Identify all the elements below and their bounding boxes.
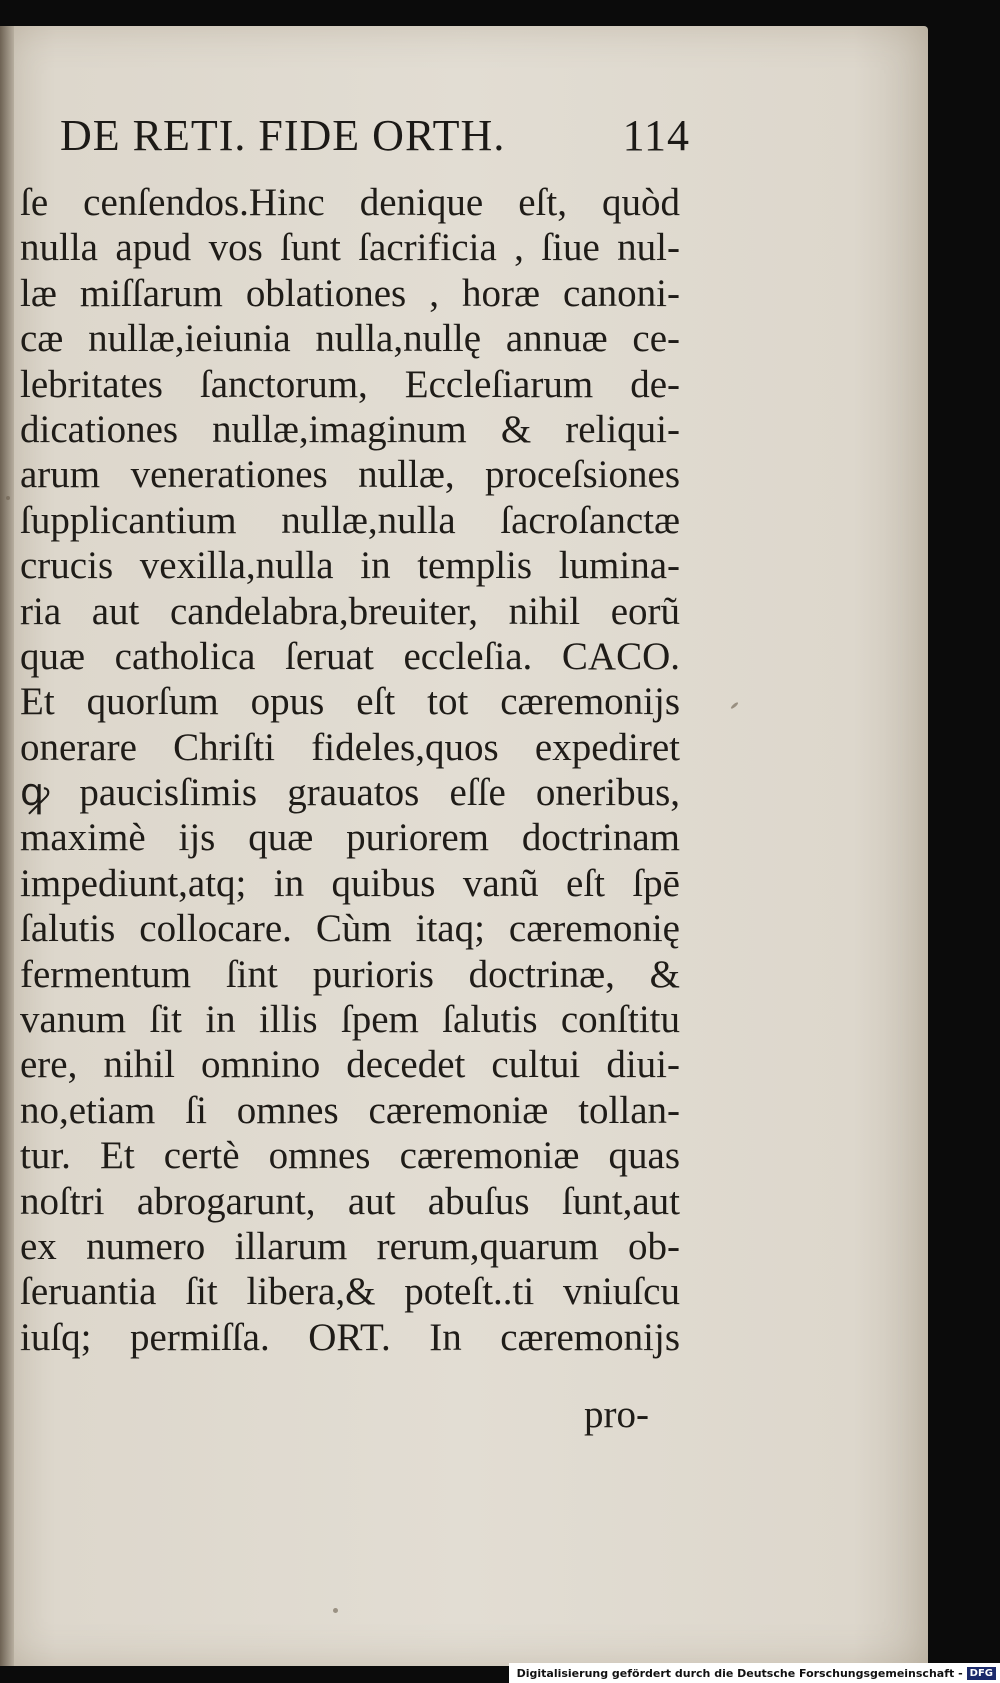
page-gutter-shadow (0, 26, 14, 1666)
text-line: quæ catholica ſeruat eccleſia. CACO. (20, 634, 680, 678)
body-text (20, 180, 680, 1360)
running-title: DE RETI. FIDE ORTH. (60, 111, 506, 160)
text-line: iuſq; permiſſa. ORT. In cæremonijs (20, 1315, 680, 1359)
text-line: tur. Et certè omnes cæremoniæ quas (20, 1134, 680, 1178)
text-line: ſalutis collocare. Cùm itaq; cæremonię (20, 907, 680, 951)
text-line: ere, nihil omnino decedet cultui diui- (20, 1043, 680, 1087)
text-line: ſeruantia ſit libera,& poteſt..ti vniuſcu (20, 1270, 680, 1314)
text-line: læ miſſarum oblationes , horæ canoni- (20, 271, 680, 315)
text-line: ria aut candelabra,breuiter, nihil eorũ (20, 589, 680, 633)
paper-speck (333, 1608, 338, 1613)
text-line: fermentum ſint purioris doctrinæ, & (20, 952, 680, 996)
text-line: no,etiam ſi omnes cæremoniæ tollan- (20, 1088, 680, 1132)
text-line: crucis vexilla,nulla in templis lumina- (20, 544, 680, 588)
dfg-logo: DFG (967, 1667, 996, 1680)
text-line: maximè ijs quæ puriorem doctrinam (20, 816, 680, 860)
catchword: pro- (584, 1393, 649, 1436)
book-page (0, 26, 928, 1666)
text-line: arum venerationes nullæ, proceſsiones (20, 453, 680, 497)
text-line: noſtri abrogarunt, aut abuſus ſunt,aut (20, 1179, 680, 1223)
text-line: nulla apud vos ſunt ſacrificia , ſiue nul- (20, 226, 680, 270)
page-number: 114 (622, 111, 690, 160)
text-line: ꝙ paucisſimis grauatos eſſe oneribus, (20, 771, 680, 815)
paper-speck (730, 701, 739, 709)
digitization-credit (509, 1663, 1000, 1683)
text-line: ex numero illarum rerum,quarum ob- (20, 1224, 680, 1268)
paper-speck (6, 496, 10, 500)
text-line: onerare Chriſti fideles,quos expediret (20, 725, 680, 769)
text-line: lebritates ſanctorum, Eccleſiarum de- (20, 362, 680, 406)
text-line: impediunt,atq; in quibus vanũ eſt ſpē (20, 861, 680, 905)
text-line: ſe cenſendos.Hinc denique eſt, quòd (20, 181, 680, 224)
text-line: dicationes nullæ,imaginum & reliqui- (20, 407, 680, 451)
credit-text: Digitalisierung gefördert durch die Deutsche Forschungsgemeinschaft - (516, 1666, 963, 1680)
text-line: cæ nullæ,ieiunia nulla,nullę annuæ ce- (20, 317, 680, 361)
text-line: Et quorſum opus eſt tot cæremonijs (20, 680, 680, 724)
text-line: ſupplicantium nullæ,nulla ſacroſanctæ (20, 498, 680, 542)
text-line: vanum ſit in illis ſpem ſalutis conſtitu (20, 998, 680, 1042)
running-header (60, 110, 690, 170)
